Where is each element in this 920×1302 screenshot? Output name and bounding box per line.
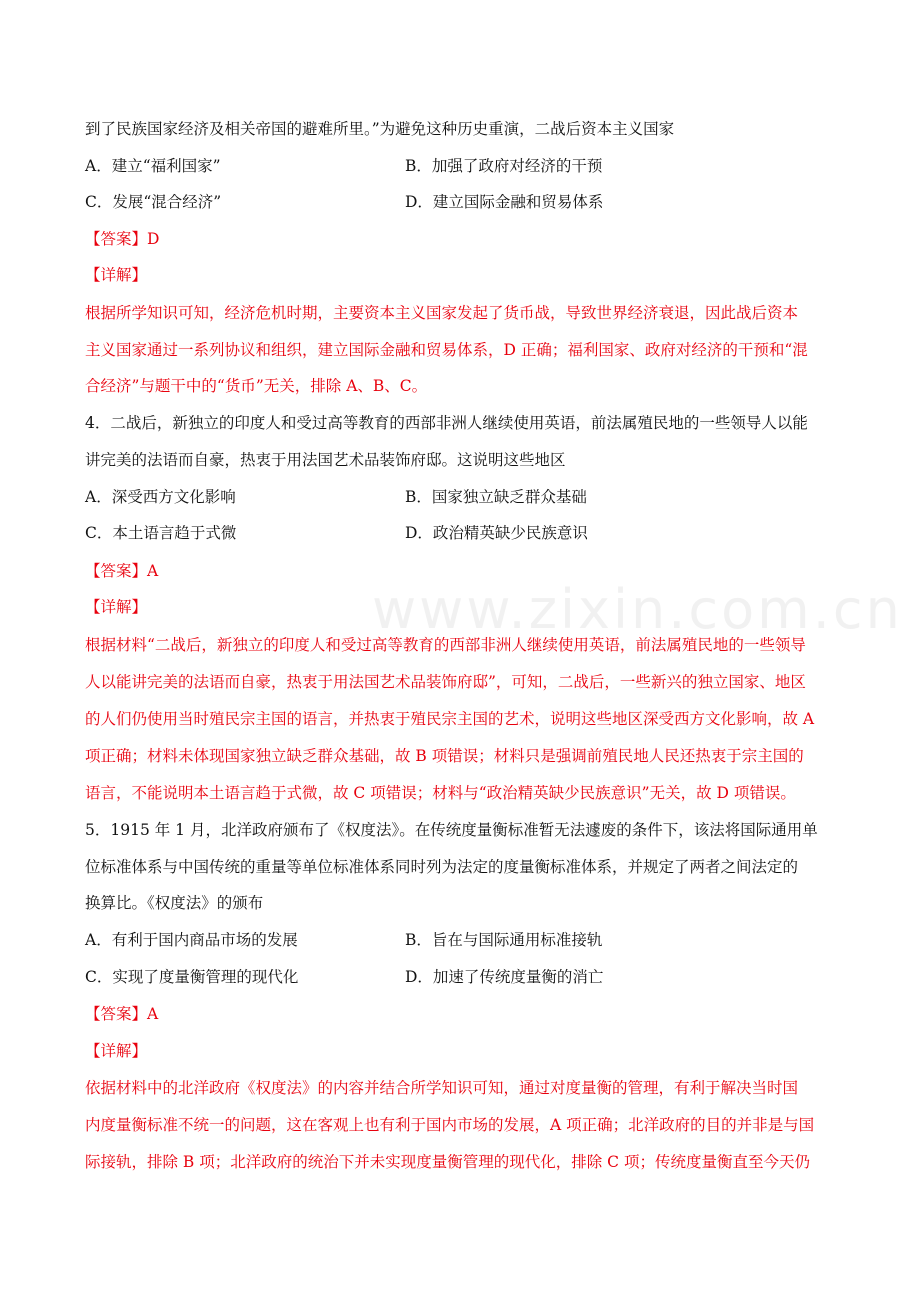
q3-option-c: C．发展“混合经济” xyxy=(85,193,222,211)
q3-explanation-line-2: 主义国家通过一系列协议和组织，建立国际金融和贸易体系，D 正确；福利国家、政府对经济的干预和“混 xyxy=(85,341,808,359)
q3-explanation-line-1: 根据所学知识可知，经济危机时期，主要资本主义国家发起了货币战，导致世界经济衰退，因此战后资本 xyxy=(85,304,799,322)
q3-option-b: B．加强了政府对经济的干预 xyxy=(405,157,603,175)
q5-option-b: B．旨在与国际通用标准接轨 xyxy=(405,931,603,949)
watermark: www.zixin.com.cn xyxy=(372,578,903,641)
q5-option-c: C．实现了度量衡管理的现代化 xyxy=(85,968,299,986)
q4-explanation-line-4: 项正确；材料未体现国家独立缺乏群众基础，故 B 项错误；材料只是强调前殖民地人民还热衷于宗主国的 xyxy=(85,747,804,765)
q5-option-d: D．加速了传统度量衡的消亡 xyxy=(405,968,604,986)
q3-option-d: D．建立国际金融和贸易体系 xyxy=(405,193,604,211)
q4-explanation-line-1: 根据材料“二战后，新独立的印度人和受过高等教育的西部非洲人继续使用英语，前法属殖民地的一些领导 xyxy=(85,636,806,654)
q3-answer: 【答案】D xyxy=(85,230,160,248)
q4-stem-line-2: 讲完美的法语而自豪，热衷于用法国艺术品装饰府邸。这说明这些地区 xyxy=(85,451,566,469)
q3-stem-tail: 到了民族国家经济及相关帝国的避难所里。”为避免这种历史重演，二战后资本主义国家 xyxy=(85,120,675,138)
q3-option-a: A．建立“福利国家” xyxy=(85,157,221,175)
q3-explanation-line-3: 合经济”与题干中的“货币”无关，排除 A、B、C。 xyxy=(85,377,428,395)
q4-explain-label: 【详解】 xyxy=(85,598,148,616)
q4-explanation-line-3: 的人们仍使用当时殖民宗主国的语言，并热衷于殖民宗主国的艺术，说明这些地区深受西方文化影响，故 A xyxy=(85,710,815,728)
q4-option-c: C．本土语言趋于式微 xyxy=(85,524,237,542)
q5-explain-label: 【详解】 xyxy=(85,1042,148,1060)
q4-option-b: B．国家独立缺乏群众基础 xyxy=(405,488,587,506)
q4-explanation-line-2: 人以能讲完美的法语而自豪，热衷于用法国艺术品装饰府邸”，可知，二战后，一些新兴的独立国家、地区 xyxy=(85,673,806,691)
q5-stem-line-3: 换算比。《权度法》的颁布 xyxy=(85,894,264,912)
q4-option-d: D．政治精英缺少民族意识 xyxy=(405,524,588,542)
q5-explanation-line-3: 际接轨，排除 B 项；北洋政府的统治下并未实现度量衡管理的现代化，排除 C 项；传统度量衡直至今天仍 xyxy=(85,1153,810,1171)
q3-explain-label: 【详解】 xyxy=(85,266,148,284)
q5-explanation-line-1: 依据材料中的北洋政府《权度法》的内容并结合所学知识可知，通过对度量衡的管理，有利于解决当时国 xyxy=(85,1079,799,1097)
q5-stem-line-1: 5．1915 年 1 月，北洋政府颁布了《权度法》。在传统度量衡标准暂无法遽废的条件下，该法将国际通用单 xyxy=(85,821,818,839)
q5-explanation-line-2: 内度量衡标准不统一的问题，这在客观上也有利于国内市场的发展，A 项正确；北洋政府的目的并非是与国 xyxy=(85,1116,815,1134)
q4-answer: 【答案】A xyxy=(85,562,159,580)
q4-option-a: A．深受西方文化影响 xyxy=(85,488,236,506)
q4-explanation-line-5: 语言，不能说明本土语言趋于式微，故 C 项错误；材料与“政治精英缺少民族意识”无关，故 D 项错误。 xyxy=(85,784,796,802)
q5-answer: 【答案】A xyxy=(85,1005,159,1023)
q4-stem-line-1: 4．二战后，新独立的印度人和受过高等教育的西部非洲人继续使用英语，前法属殖民地的一些领导人以能 xyxy=(85,414,808,432)
q5-stem-line-2: 位标准体系与中国传统的重量等单位标准体系同时列为法定的度量衡标准体系，并规定了两者之间法定的 xyxy=(85,858,799,876)
q5-option-a: A．有利于国内商品市场的发展 xyxy=(85,931,298,949)
